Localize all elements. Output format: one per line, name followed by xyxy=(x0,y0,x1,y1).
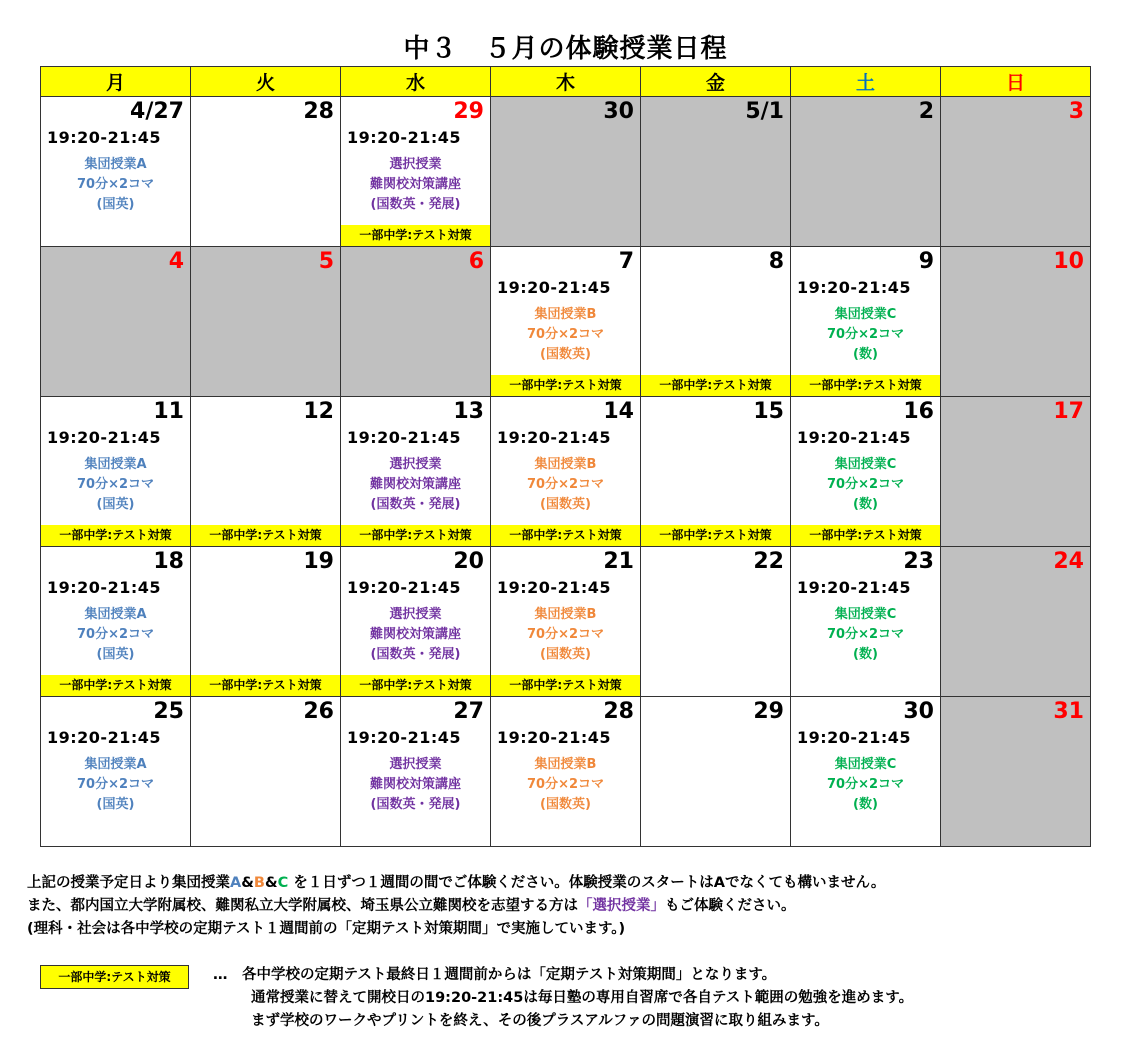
test-prep-bar: 一部中学:テスト対策 xyxy=(491,675,640,696)
legend-test-box: 一部中学:テスト対策 xyxy=(40,965,189,989)
class-time: 19:20-21:45 xyxy=(497,578,611,597)
class-info xyxy=(341,755,490,815)
day-cell xyxy=(641,697,791,847)
date-number: 8 xyxy=(768,249,784,274)
ampersand: & xyxy=(264,875,278,891)
day-cell xyxy=(341,247,491,397)
class-time: 19:20-21:45 xyxy=(797,278,911,297)
class-info-line: (数) xyxy=(853,797,878,812)
class-time: 19:20-21:45 xyxy=(347,428,461,447)
date-number: 22 xyxy=(753,549,784,574)
class-info-line: (国英) xyxy=(96,797,135,812)
legend-line-3: まず学校のワークやプリントを終え、その後プラスアルファの問題演習に取り組みます。 xyxy=(251,1013,829,1029)
class-info-line: (数) xyxy=(853,647,878,662)
page-title: 中３ ５月の体験授業日程 xyxy=(403,34,728,64)
note-text: を１日ずつ１週間の間でご体験ください。体験授業のスタートはAでなくても構いません。 xyxy=(288,875,886,891)
class-info-line: 集団授業B xyxy=(534,757,597,772)
test-prep-bar: 一部中学:テスト対策 xyxy=(491,375,640,396)
class-time: 19:20-21:45 xyxy=(47,728,161,747)
note-text: もご体験ください。 xyxy=(665,898,796,914)
test-prep-bar: 一部中学:テスト対策 xyxy=(791,525,940,546)
class-time: 19:20-21:45 xyxy=(47,428,161,447)
class-c-mark: C xyxy=(277,875,289,891)
day-cell xyxy=(941,697,1091,847)
date-number: 15 xyxy=(753,399,784,424)
week-row xyxy=(41,247,1091,397)
class-info-line: (数) xyxy=(853,347,878,362)
class-info xyxy=(41,455,190,515)
weekday-header: 火 xyxy=(191,67,341,97)
class-time: 19:20-21:45 xyxy=(797,578,911,597)
date-number: 10 xyxy=(1053,249,1084,274)
date-number: 30 xyxy=(603,99,634,124)
test-prep-bar: 一部中学:テスト対策 xyxy=(641,525,790,546)
date-number: 23 xyxy=(903,549,934,574)
class-info xyxy=(41,155,190,215)
class-time: 19:20-21:45 xyxy=(47,578,161,597)
date-number: 14 xyxy=(603,399,634,424)
class-info-line: 70分×2コマ xyxy=(76,177,155,192)
day-cell xyxy=(491,97,641,247)
day-cell xyxy=(491,697,641,847)
note-text: また、都内国立大学附属校、難関私立大学附属校、埼玉県公立難関校を志望する方は xyxy=(27,898,578,914)
legend-line-2: 通常授業に替えて開校日の19:20-21:45は毎日塾の専用自習席で各自テスト範囲の勉強を進めます。 xyxy=(251,990,914,1006)
class-info xyxy=(41,755,190,815)
date-number: 12 xyxy=(303,399,334,424)
test-prep-bar: 一部中学:テスト対策 xyxy=(341,675,490,696)
date-number: 16 xyxy=(903,399,934,424)
class-info-line: 70分×2コマ xyxy=(526,627,605,642)
day-cell xyxy=(191,97,341,247)
class-info-line: 70分×2コマ xyxy=(526,477,605,492)
class-info-line: (国数英・発展) xyxy=(370,797,461,812)
class-time: 19:20-21:45 xyxy=(347,128,461,147)
day-cell xyxy=(341,397,491,547)
test-prep-bar: 一部中学:テスト対策 xyxy=(341,525,490,546)
class-info-line: (国数英・発展) xyxy=(370,497,461,512)
class-info-line: (国英) xyxy=(96,647,135,662)
weekday-header: 土 xyxy=(791,67,941,97)
class-time: 19:20-21:45 xyxy=(497,278,611,297)
class-info-line: 難関校対策講座 xyxy=(369,477,461,492)
class-info-line: (国英) xyxy=(96,197,135,212)
day-cell xyxy=(791,247,941,397)
weekday-header: 水 xyxy=(341,67,491,97)
selective-class-mark: 「選択授業」 xyxy=(578,898,665,914)
date-number: 18 xyxy=(153,549,184,574)
day-cell xyxy=(941,547,1091,697)
class-info-line: (国数英・発展) xyxy=(370,647,461,662)
day-cell xyxy=(491,397,641,547)
date-number: 4/27 xyxy=(130,99,184,124)
class-info xyxy=(491,305,640,365)
day-cell xyxy=(791,97,941,247)
class-info xyxy=(341,455,490,515)
date-number: 26 xyxy=(303,699,334,724)
week-row xyxy=(41,97,1091,247)
class-info-line: (国数英・発展) xyxy=(370,197,461,212)
date-number: 28 xyxy=(303,99,334,124)
day-cell xyxy=(341,97,491,247)
class-info-line: 70分×2コマ xyxy=(826,777,905,792)
day-cell xyxy=(491,547,641,697)
class-info-line: 集団授業A xyxy=(84,757,147,772)
class-info-line: 集団授業A xyxy=(84,157,147,172)
class-info-line: 集団授業C xyxy=(834,307,897,322)
class-info xyxy=(341,155,490,215)
date-number: 2 xyxy=(918,99,934,124)
class-info-line: 集団授業A xyxy=(84,457,147,472)
day-cell xyxy=(641,247,791,397)
class-time: 19:20-21:45 xyxy=(347,578,461,597)
class-info-line: 70分×2コマ xyxy=(76,777,155,792)
calendar-table xyxy=(40,66,1091,847)
class-info xyxy=(341,605,490,665)
class-info-line: 集団授業B xyxy=(534,607,597,622)
day-cell xyxy=(191,547,341,697)
class-info xyxy=(791,305,940,365)
date-number: 29 xyxy=(453,99,484,124)
class-info-line: 選択授業 xyxy=(389,157,442,172)
legend-text xyxy=(213,964,913,1033)
day-cell xyxy=(941,397,1091,547)
week-row xyxy=(41,697,1091,847)
class-time: 19:20-21:45 xyxy=(797,728,911,747)
day-cell xyxy=(641,397,791,547)
class-info-line: 70分×2コマ xyxy=(526,327,605,342)
date-number: 4 xyxy=(168,249,184,274)
date-number: 19 xyxy=(303,549,334,574)
day-cell xyxy=(341,547,491,697)
day-cell xyxy=(41,97,191,247)
day-cell xyxy=(191,697,341,847)
date-number: 5/1 xyxy=(745,99,784,124)
class-info-line: 70分×2コマ xyxy=(76,477,155,492)
note-text: 上記の授業予定日より集団授業 xyxy=(27,875,230,891)
day-cell xyxy=(41,247,191,397)
date-number: 30 xyxy=(903,699,934,724)
class-time: 19:20-21:45 xyxy=(497,728,611,747)
note-line-3: (理科・社会は各中学校の定期テスト１週間前の「定期テスト対策期間」で実施しています。) xyxy=(27,921,626,937)
day-cell xyxy=(341,697,491,847)
test-prep-bar: 一部中学:テスト対策 xyxy=(191,675,340,696)
date-number: 5 xyxy=(318,249,334,274)
class-info-line: (国数英) xyxy=(540,797,591,812)
test-prep-bar: 一部中学:テスト対策 xyxy=(641,375,790,396)
date-number: 21 xyxy=(603,549,634,574)
class-time: 19:20-21:45 xyxy=(497,428,611,447)
day-cell xyxy=(641,547,791,697)
class-info xyxy=(791,605,940,665)
day-cell xyxy=(41,397,191,547)
class-info-line: 集団授業C xyxy=(834,457,897,472)
weekday-header: 金 xyxy=(641,67,791,97)
class-info-line: 集団授業B xyxy=(534,307,597,322)
class-time: 19:20-21:45 xyxy=(797,428,911,447)
day-cell xyxy=(941,247,1091,397)
weekday-header: 木 xyxy=(491,67,641,97)
date-number: 11 xyxy=(153,399,184,424)
weekday-header-row xyxy=(41,67,1091,97)
test-prep-bar: 一部中学:テスト対策 xyxy=(41,525,190,546)
ampersand: & xyxy=(241,875,254,891)
class-info-line: (国数英) xyxy=(540,347,591,362)
class-info-line: 難関校対策講座 xyxy=(369,177,461,192)
class-info-line: (国英) xyxy=(96,497,135,512)
class-info-line: 70分×2コマ xyxy=(826,477,905,492)
class-info-line: 選択授業 xyxy=(389,607,442,622)
day-cell xyxy=(191,247,341,397)
test-prep-bar: 一部中学:テスト対策 xyxy=(491,525,640,546)
weekday-header: 日 xyxy=(941,67,1091,97)
class-info-line: 難関校対策講座 xyxy=(369,627,461,642)
class-info-line: (数) xyxy=(853,497,878,512)
date-number: 6 xyxy=(468,249,484,274)
week-row xyxy=(41,547,1091,697)
date-number: 24 xyxy=(1053,549,1084,574)
day-cell xyxy=(191,397,341,547)
date-number: 13 xyxy=(453,399,484,424)
test-prep-bar: 一部中学:テスト対策 xyxy=(341,225,490,246)
test-prep-bar: 一部中学:テスト対策 xyxy=(41,675,190,696)
class-info xyxy=(791,455,940,515)
date-number: 20 xyxy=(453,549,484,574)
date-number: 31 xyxy=(1053,699,1084,724)
day-cell xyxy=(791,397,941,547)
date-number: 3 xyxy=(1068,99,1084,124)
class-info-line: 選択授業 xyxy=(389,757,442,772)
class-info-line: 選択授業 xyxy=(389,457,442,472)
class-info xyxy=(491,755,640,815)
class-info xyxy=(41,605,190,665)
notes xyxy=(27,872,885,941)
date-number: 29 xyxy=(753,699,784,724)
class-info-line: 難関校対策講座 xyxy=(369,777,461,792)
day-cell xyxy=(791,547,941,697)
class-info-line: 集団授業B xyxy=(534,457,597,472)
class-info-line: 集団授業A xyxy=(84,607,147,622)
class-info-line: 集団授業C xyxy=(834,757,897,772)
date-number: 28 xyxy=(603,699,634,724)
weekday-header: 月 xyxy=(41,67,191,97)
day-cell xyxy=(41,547,191,697)
class-a-mark: A xyxy=(230,875,242,891)
day-cell xyxy=(641,97,791,247)
legend-line-1: … 各中学校の定期テスト最終日１週間前からは「定期テスト対策期間」となります。 xyxy=(213,967,777,983)
class-b-mark: B xyxy=(253,875,265,891)
class-info-line: 集団授業C xyxy=(834,607,897,622)
note-line-1 xyxy=(27,872,885,895)
class-info-line: 70分×2コマ xyxy=(76,627,155,642)
week-row xyxy=(41,397,1091,547)
class-info-line: 70分×2コマ xyxy=(526,777,605,792)
calendar-body xyxy=(41,97,1091,847)
note-line-2 xyxy=(27,895,885,918)
date-number: 7 xyxy=(618,249,634,274)
day-cell xyxy=(491,247,641,397)
day-cell xyxy=(41,697,191,847)
class-info xyxy=(491,605,640,665)
day-cell xyxy=(791,697,941,847)
date-number: 9 xyxy=(918,249,934,274)
class-info-line: (国数英) xyxy=(540,647,591,662)
date-number: 27 xyxy=(453,699,484,724)
day-cell xyxy=(941,97,1091,247)
class-info xyxy=(491,455,640,515)
class-info-line: (国数英) xyxy=(540,497,591,512)
class-time: 19:20-21:45 xyxy=(347,728,461,747)
class-info xyxy=(791,755,940,815)
date-number: 17 xyxy=(1053,399,1084,424)
class-info-line: 70分×2コマ xyxy=(826,327,905,342)
class-info-line: 70分×2コマ xyxy=(826,627,905,642)
test-prep-bar: 一部中学:テスト対策 xyxy=(191,525,340,546)
class-time: 19:20-21:45 xyxy=(47,128,161,147)
date-number: 25 xyxy=(153,699,184,724)
test-prep-bar: 一部中学:テスト対策 xyxy=(791,375,940,396)
